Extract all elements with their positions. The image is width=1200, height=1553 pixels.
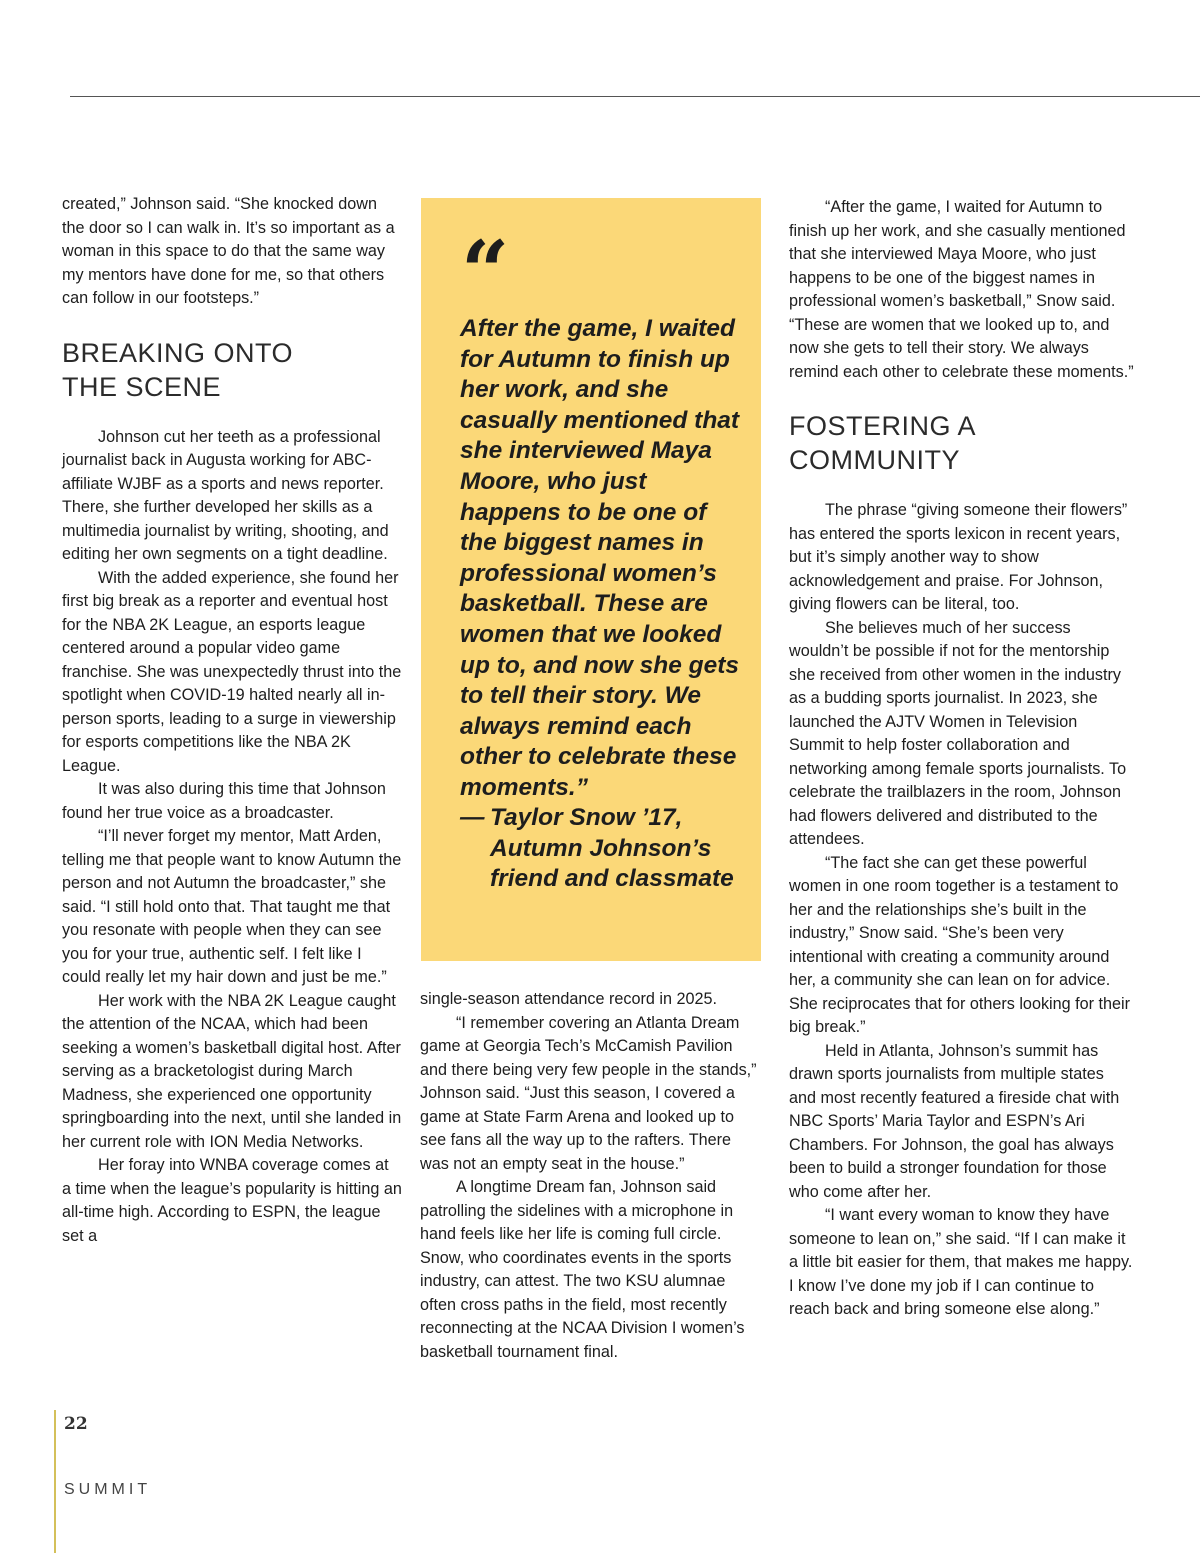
pull-quote-attribution — [460, 803, 750, 895]
heading-line: BREAKING ONTO — [62, 337, 294, 368]
attribution-line: friend and classmate — [490, 865, 734, 893]
body-paragraph: The phrase “giving someone their flowers” has entered the sports lexicon in recent years, but it’s simply another way to show acknowledgement and praise. For Johnson, giving flowers can be literal, too. — [789, 501, 1128, 613]
top-divider — [70, 96, 1200, 97]
body-paragraph: Her work with the NBA 2K League caught the attention of the NCAA, which had been seeking a women’s basketball digital host. After serving as a bracketologist during March Madness, she experienced one opportunity springboarding into the next, until she landed in her current role with ION Media Networks. — [62, 991, 402, 1151]
body-paragraph: Her foray into WNBA coverage comes at a time when the league’s popularity is hitting an all-time high. According to ESPN, the league set a — [62, 1156, 402, 1245]
left-column — [62, 193, 402, 1248]
body-paragraph: Johnson cut her teeth as a professional journalist back in Augusta working for ABC-affiliate WJBF as a sports and news reporter. There, she further developed her skills as a multimedia journalist by writing, shooting, and editing her own segments on a tight deadline. — [62, 427, 389, 563]
body-paragraph: “I’ll never forget my mentor, Matt Arden, telling me that people want to know Autumn the person and not Autumn the broadcaster,” she said. “I still hold onto that. That taught me that you resonate with people when they can see you for your true, authentic self. I felt like I could really let my hair down and just be me.” — [62, 827, 402, 986]
body-paragraph: It was also during this time that Johnson found her true voice as a broadcaster. — [62, 780, 386, 822]
body-paragraph: With the added experience, she found her first big break as a reporter and eventual host for the NBA 2K League, an esports league centered around a popular video game franchise. She was unexpectedly thrust into the spotlight when COVID-19 halted nearly all in-person sports, leading to a surge in viewership for esports competitions like the NBA 2K League. — [62, 568, 402, 775]
body-paragraph: “I remember covering an Atlanta Dream game at Georgia Tech’s McCamish Pavilion and there being very few people in the stands,” Johnson said. “Just this season, I covered a game at State Farm Arena and looked up to see fans all the way up to the rafters. There was not an empty seat in the house.” — [420, 1013, 757, 1173]
right-intro-paragraph: “After the game, I waited for Autumn to finish up her work, and she casually mentioned that she interviewed Maya Moore, who just happens to be one of the biggest names in professional women’s basketball,” Snow said. “These are women that we looked up to, and now she gets to tell their story. We always remind each other to celebrate these moments.” — [789, 198, 1134, 381]
attribution-line: Autumn Johnson’s — [490, 834, 712, 862]
magazine-name: SUMMIT — [64, 1481, 152, 1498]
middle-continuation: single-season attendance record in 2025. — [420, 990, 717, 1008]
page-number: 22 — [64, 1414, 88, 1434]
body-paragraph: A longtime Dream fan, Johnson said patrolling the sidelines with a microphone in hand feels like her life is coming full circle. Snow, who coordinates events in the sports industry, can attest. The two KSU alumnae often cross paths in the field, most recently reconnecting at the NCAA Division I women’s basketball tournament final. — [420, 1178, 745, 1361]
left-intro-paragraph: created,” Johnson said. “She knocked down the door so I can walk in. It’s so important as a woman in this space to do that the same way my mentors have done for me, so that others can follow in our footsteps.” — [62, 195, 395, 307]
pull-quote-text: After the game, I waited for Autumn to finish up her work, and she casually mentioned that she interviewed Maya Moore, who just happens to be one of the biggest names in professional women’s basketball. These are women that we looked up to, and now she gets to tell their story. We always remind each other to celebrate these moments.” — [460, 315, 740, 801]
heading-line: THE SCENE — [62, 371, 222, 402]
body-paragraph: “The fact she can get these powerful women in one room together is a testament to her and the relationships she’s built in the industry,” Snow said. “She’s been very intentional with creating a community around her, a community she can lean on for advice. She reciprocates that for others looking for their big break.” — [789, 853, 1131, 1036]
attribution-dash: — — [460, 804, 485, 831]
quote-mark-icon: “ — [461, 222, 510, 321]
body-paragraph: Held in Atlanta, Johnson’s summit has drawn sports journalists from multiple states and most recently featured a fireside chat with NBC Sports’ Maria Taylor and ESPN’s Ari Chambers. For Johnson, the goal has always been to build a stronger foundation for those who come after her. — [789, 1041, 1120, 1201]
heading-line: COMMUNITY — [789, 445, 960, 475]
right-column — [789, 196, 1134, 1322]
section-heading-fostering — [789, 409, 1134, 477]
section-heading-breaking — [62, 336, 402, 404]
body-paragraph: “I want every woman to know they have someone to lean on,” she said. “If I can make it a little bit easier for them, that makes me happy. I know I’ve done my job if I can continue to reach back and bring someone else along.” — [789, 1206, 1133, 1318]
body-paragraph: She believes much of her success wouldn’t be possible if not for the mentorship she received from other women in the industry as a budding sports journalist. In 2023, she launched the AJTV Women in Television Summit to help foster collaboration and networking among female sports journalists. To celebrate the trailblazers in the room, Johnson had flowers delivered and distributed to the attendees. — [789, 618, 1127, 848]
middle-column — [420, 988, 760, 1364]
heading-line: FOSTERING A — [789, 411, 977, 441]
attribution-line: Taylor Snow ’17, — [490, 804, 683, 831]
footer-accent-bar — [54, 1410, 56, 1553]
pull-quote-box — [421, 198, 761, 961]
